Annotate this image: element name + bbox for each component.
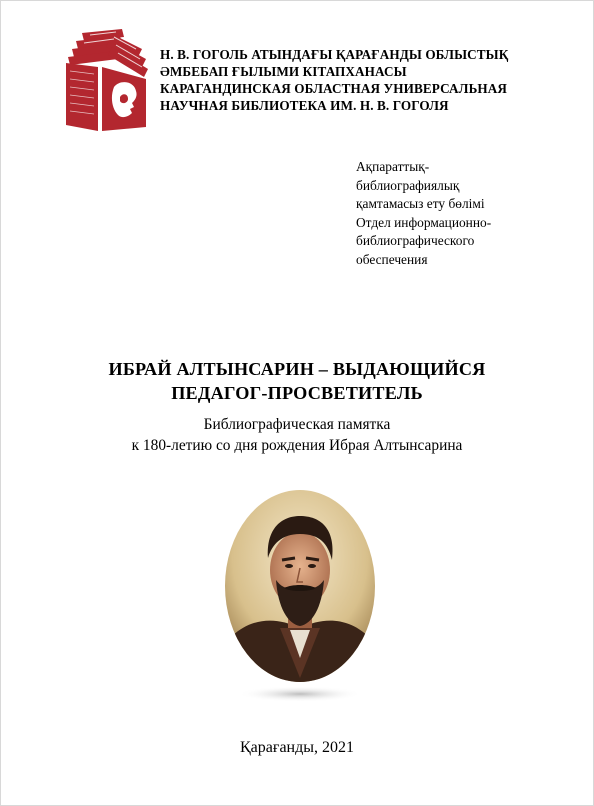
subtitle-line-1: Библиографическая памятка xyxy=(203,416,391,433)
library-logo-icon xyxy=(62,27,150,135)
header-line-2: ӘМБЕБАП ҒЫЛЫМИ КІТАПХАНАСЫ xyxy=(160,64,407,79)
portrait-image xyxy=(220,488,380,704)
department-line-1: Ақпараттық- xyxy=(356,159,430,174)
department-line-4: Отдел информационно- xyxy=(356,214,492,230)
title-line-2: ПЕДАГОГ-ПРОСВЕТИТЕЛЬ xyxy=(171,383,423,403)
header-line-4: НАУЧНАЯ БИБЛИОТЕКА ИМ. Н. В. ГОГОЛЯ xyxy=(160,98,449,113)
subtitle-line-2: к 180-летию со дня рождения Ибрая Алтынсарина xyxy=(131,437,463,454)
header-line-1: Н. В. ГОГОЛЬ АТЫНДАҒЫ ҚАРАҒАНДЫ ОБЛЫСТЫҚ xyxy=(160,47,509,62)
document-title xyxy=(0,357,594,405)
department-line-2: библиографиялық xyxy=(356,177,460,193)
header-line-3: КАРАГАНДИНСКАЯ ОБЛАСТНАЯ УНИВЕРСАЛЬНАЯ xyxy=(160,81,508,96)
document-subtitle xyxy=(0,414,594,456)
library-name-header xyxy=(160,46,580,114)
department-line-3: қамтамасыз ету бөлімі xyxy=(356,196,485,211)
title-line-1: ИБРАЙ АЛТЫНСАРИН – ВЫДАЮЩИЙСЯ xyxy=(108,359,486,379)
place-year: Қарағанды, 2021 xyxy=(240,739,354,756)
department-line-5: библиографического xyxy=(356,233,475,248)
department-line-6: обеспечения xyxy=(356,251,428,267)
department-block xyxy=(356,158,556,269)
